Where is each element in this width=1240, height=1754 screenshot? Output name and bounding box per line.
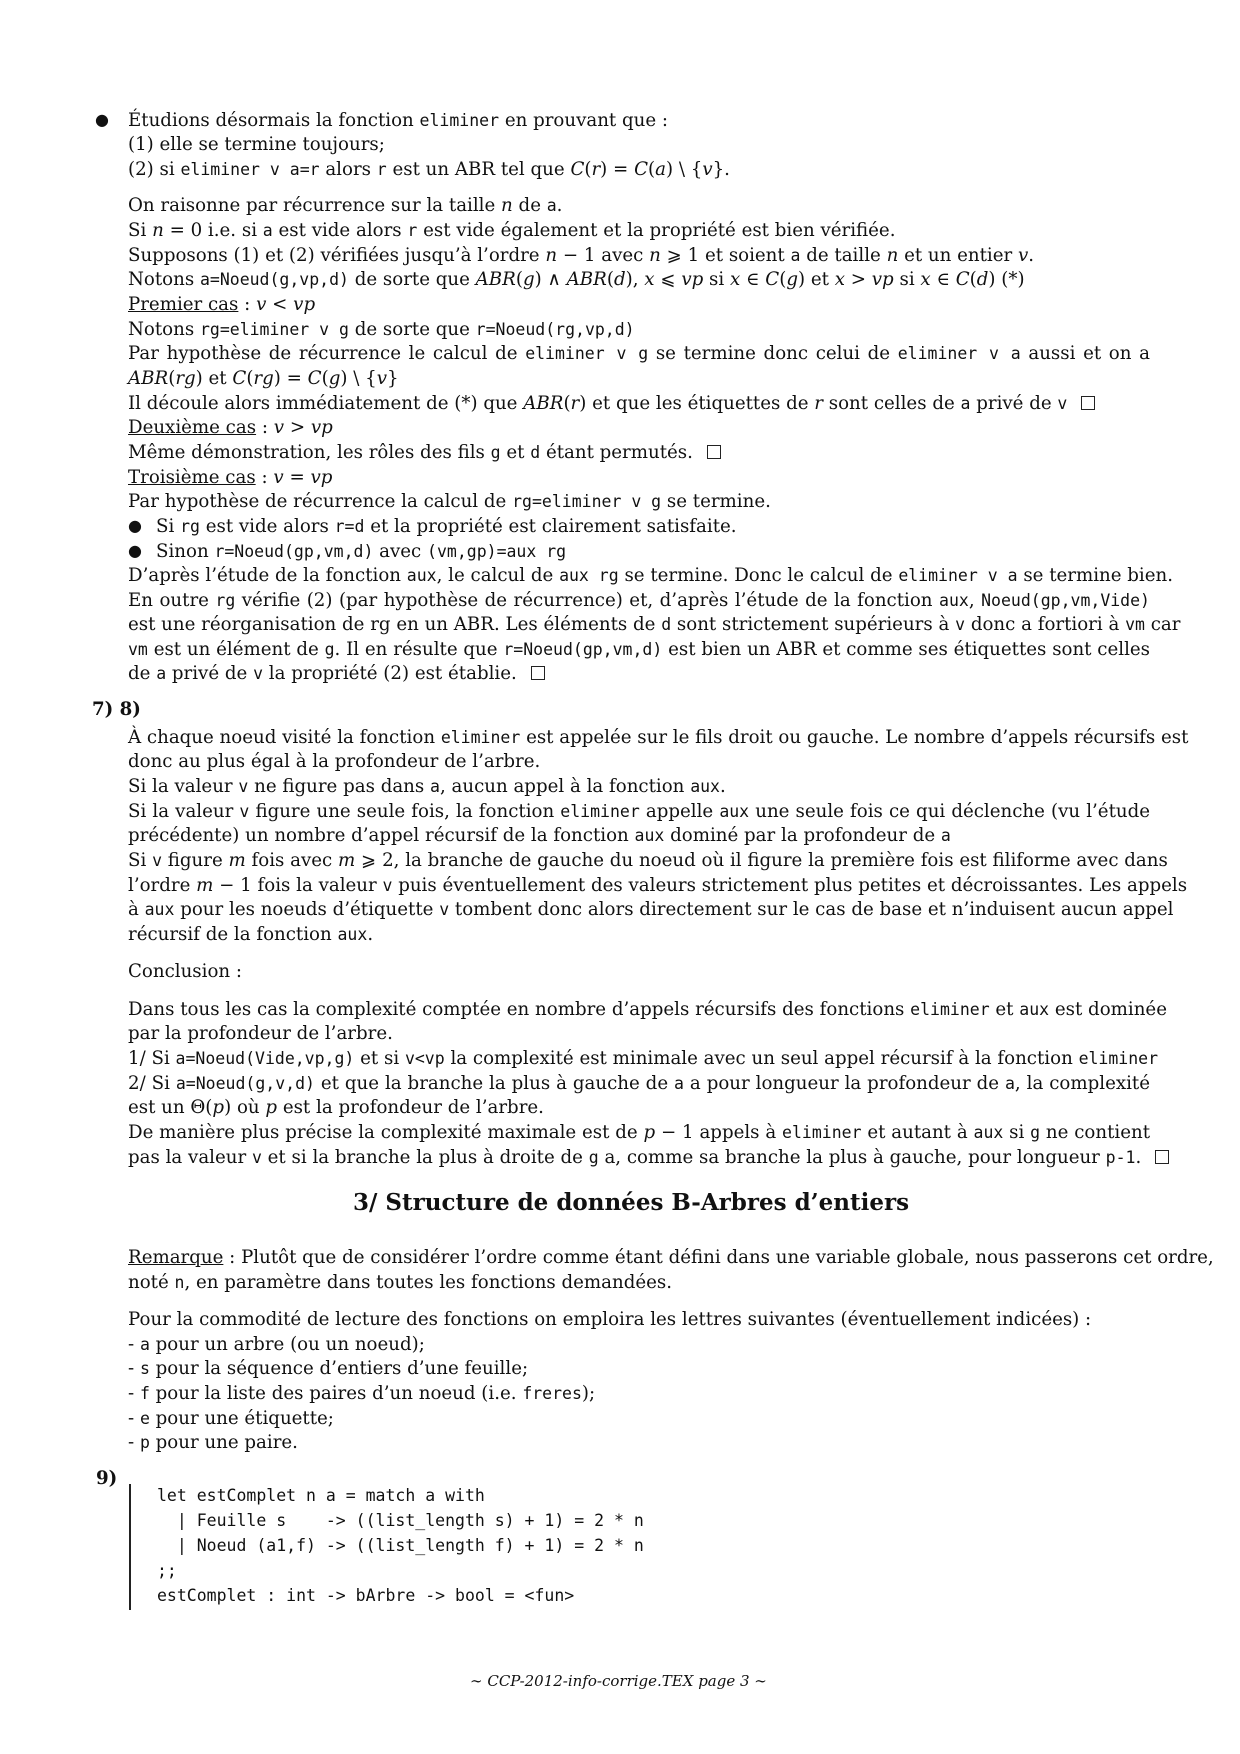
text-line: Deuxième cas : v > vp <box>128 417 333 438</box>
text-line: 2/ Si a=Noeud(g,v,d) et que la branche la plus à gauche de a a pour longueur la profondeur de a, la complexité <box>128 1073 1150 1094</box>
text-line: précédente) un nombre d’appel récursif de la fonction aux dominé par la profondeur de a <box>128 825 951 846</box>
text-line: Dans tous les cas la complexité comptée en nombre d’appels récursifs des fonctions eliminer et aux est dominée <box>128 999 1167 1020</box>
text-line: Par hypothèse de récurrence le calcul de eliminer v g se termine donc celui de eliminer v a aussi et on a <box>128 343 1150 364</box>
text-line: Troisième cas : v = vp <box>128 467 333 488</box>
code-line: | Feuille s -> ((list_length s) + 1) = 2 * n <box>157 1511 644 1530</box>
text-line: donc au plus égal à la profondeur de l’arbre. <box>128 751 541 772</box>
text-line: 1/ Si a=Noeud(Vide,vp,g) et si v<vp la complexité est minimale avec un seul appel récursif à la fonction eliminer <box>128 1048 1159 1069</box>
text-line: par la profondeur de l’arbre. <box>128 1023 393 1044</box>
text-line: est une réorganisation de rg en un ABR. Les éléments de d sont strictement supérieurs à v donc a fortiori à vm car <box>128 614 1181 635</box>
bullet-marker: ● <box>128 541 142 560</box>
question-number: 9) <box>96 1468 118 1489</box>
text-line: Si v figure m fois avec m ⩾ 2, la branche de gauche du noeud où il figure la première fois est filiforme avec dans <box>128 850 1168 871</box>
text-line: Par hypothèse de récurrence la calcul de rg=eliminer v g se termine. <box>128 491 771 512</box>
text-line: Remarque : Plutôt que de considérer l’ordre comme étant défini dans une variable globale, nous passerons cet ordre, <box>128 1247 1214 1268</box>
question-number: 7) 8) <box>92 699 141 720</box>
text-line: noté n, en paramètre dans toutes les fonctions demandées. <box>128 1272 673 1293</box>
text-line: - a pour un arbre (ou un noeud); <box>128 1334 425 1355</box>
text-line: Si rg est vide alors r=d et la propriété est clairement satisfaite. <box>156 516 737 537</box>
text-line: À chaque noeud visité la fonction eliminer est appelée sur le fils droit ou gauche. Le nombre d’appels récursifs est <box>128 727 1189 748</box>
text-line: pas la valeur v et si la branche la plus à droite de g a, comme sa branche la plus à gauche, pour longueur p-1. <box>128 1146 1150 1170</box>
text-line: Étudions désormais la fonction eliminer en prouvant que : <box>128 110 669 131</box>
text-line: Premier cas : v < vp <box>128 294 316 315</box>
text-line: Si la valeur v ne figure pas dans a, aucun appel à la fonction aux. <box>128 776 726 797</box>
text-line: En outre rg vérifie (2) (par hypothèse de récurrence) et, d’après l’étude de la fonction aux, Noeud(gp,vm,Vide) <box>128 590 1150 611</box>
text-line: - f pour la liste des paires d’un noeud (i.e. freres); <box>128 1383 596 1404</box>
code-line: ;; <box>157 1561 177 1580</box>
code-block-bar <box>129 1484 131 1610</box>
code-line: | Noeud (a1,f) -> ((list_length f) + 1) = 2 * n <box>157 1536 644 1555</box>
code-line: estComplet : int -> bArbre -> bool = <fun> <box>157 1586 575 1605</box>
page-footer: ∼ CCP-2012-info-corrige.TEX page 3 ∼ <box>470 1672 767 1690</box>
text-line: - s pour la séquence d’entiers d’une feuille; <box>128 1358 529 1379</box>
text-line: Si n = 0 i.e. si a est vide alors r est vide également et la propriété est bien vérifiée. <box>128 220 896 241</box>
bullet-marker: ● <box>95 110 109 129</box>
text-line: ABR(rg) et C(rg) = C(g) \ {v} <box>128 368 399 389</box>
text-line: vm est un élément de g. Il en résulte que r=Noeud(gp,vm,d) est bien un ABR et comme ses étiquettes sont celles <box>128 639 1150 660</box>
text-line: Notons a=Noeud(g,vp,d) de sorte que ABR(g) ∧ ABR(d), x ⩽ vp si x ∈ C(g) et x > vp si x ∈ C(d) (*) <box>128 269 1025 290</box>
text-line: récursif de la fonction aux. <box>128 924 374 945</box>
text-line: - p pour une paire. <box>128 1432 298 1453</box>
text-line: D’après l’étude de la fonction aux, le calcul de aux rg se termine. Donc le calcul de eliminer v a se termine bien. <box>128 565 1173 586</box>
text-line: (1) elle se termine toujours; <box>128 134 385 155</box>
text-line: (2) si eliminer v a=r alors r est un ABR tel que C(r) = C(a) \ {v}. <box>128 159 730 180</box>
text-line: l’ordre m − 1 fois la valeur v puis éventuellement des valeurs strictement plus petites et décroissantes. Les appels <box>128 875 1188 896</box>
section-title: 3/ Structure de données B-Arbres d’entiers <box>353 1189 910 1216</box>
text-line: Pour la commodité de lecture des fonctions on emploira les lettres suivantes (éventuellement indicées) : <box>128 1309 1092 1330</box>
text-line: Conclusion : <box>128 961 243 982</box>
code-line: let estComplet n a = match a with <box>157 1486 485 1505</box>
text-line: - e pour une étiquette; <box>128 1408 334 1429</box>
text-line: Il découle alors immédiatement de (*) que ABR(r) et que les étiquettes de r sont celles de a privé de v <box>128 392 1095 416</box>
text-line: Si la valeur v figure une seule fois, la fonction eliminer appelle aux une seule fois ce qui déclenche (vu l’étude <box>128 801 1150 822</box>
text-line: est un Θ(p) où p est la profondeur de l’arbre. <box>128 1097 544 1118</box>
bullet-marker: ● <box>128 516 142 535</box>
text-line: Notons rg=eliminer v g de sorte que r=Noeud(rg,vp,d) <box>128 319 635 340</box>
text-line: Même démonstration, les rôles des fils g et d étant permutés. <box>128 441 721 465</box>
text-line: à aux pour les noeuds d’étiquette v tombent donc alors directement sur le cas de base et n’induisent aucun appel <box>128 899 1174 920</box>
text-line: Sinon r=Noeud(gp,vm,d) avec (vm,gp)=aux rg <box>156 541 567 562</box>
text-line: De manière plus précise la complexité maximale est de p − 1 appels à eliminer et autant à aux si g ne contient <box>128 1122 1151 1143</box>
text-line: On raisonne par récurrence sur la taille n de a. <box>128 195 563 216</box>
text-line: Supposons (1) et (2) vérifiées jusqu’à l’ordre n − 1 avec n ⩾ 1 et soient a de taille n et un entier v. <box>128 245 1035 266</box>
text-line: de a privé de v la propriété (2) est établie. <box>128 662 545 686</box>
